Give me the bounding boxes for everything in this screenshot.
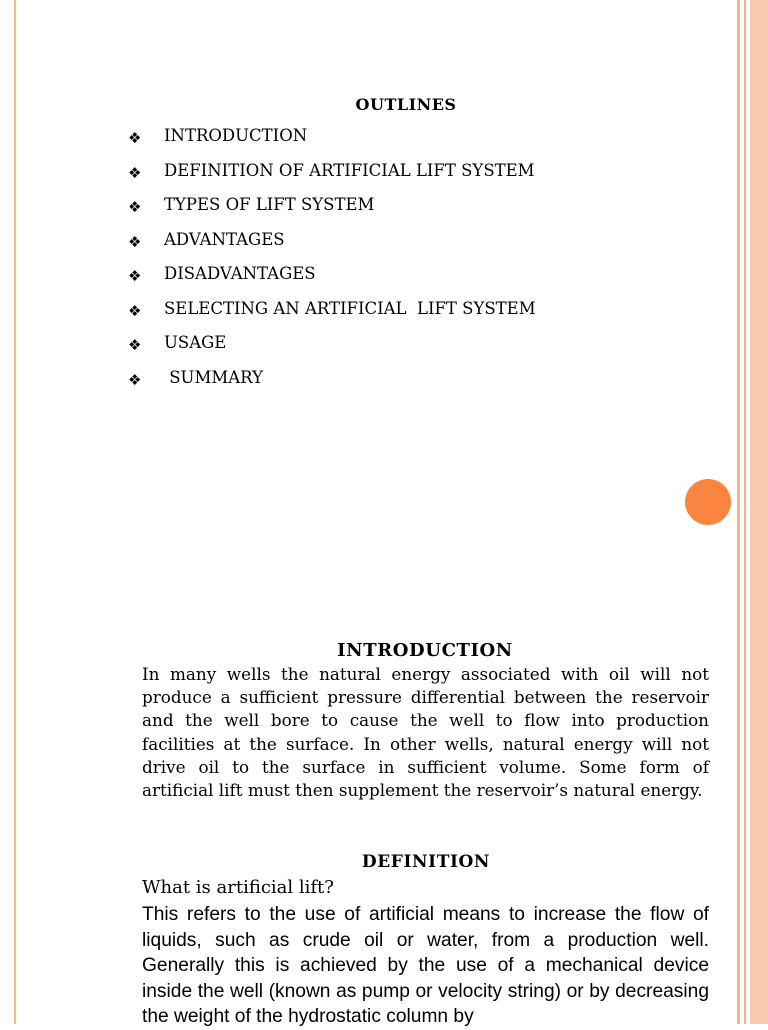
outline-item	[128, 193, 536, 228]
outline-item	[128, 331, 536, 366]
diamond-bullet-icon: ❖	[128, 336, 142, 354]
diamond-bullet-icon: ❖	[128, 232, 142, 251]
outline-item-label: SUMMARY	[164, 367, 263, 387]
outline-list	[128, 124, 536, 400]
introduction-paragraph: In many wells the natural energy associated with oil will not produce a sufficient pressure differential between the reservoir and the well bore to cause the well to flow into production facilities at the surface. In other wells, natural energy will not drive oil to the surface in sufficient volume. Some form of artificial lift must then supplement the reservoir’s natural energy.	[142, 664, 709, 801]
outline-item	[128, 159, 536, 194]
outline-item	[128, 228, 536, 263]
diamond-bullet-icon: ❖	[128, 267, 142, 285]
diamond-bullet-icon: ❖	[128, 129, 142, 147]
diamond-bullet-icon: ❖	[128, 370, 142, 389]
definition-heading: DEFINITION	[361, 852, 491, 872]
outline-item-label: TYPES OF LIFT SYSTEM	[164, 195, 375, 214]
outline-item-label: DEFINITION OF ARTIFICIAL LIFT SYSTEM	[164, 160, 535, 180]
definition-paragraph: This refers to the use of artificial means to increase the flow of liquids, such as crude oil or water, from a production well. Generally this is achieved by the use of a mechanical device inside the well (known as pump or velocity string) or by decreasing the weight of the hydrostatic column by	[142, 904, 709, 1028]
outline-item-label: ADVANTAGES	[164, 229, 285, 249]
outline-item	[128, 297, 536, 332]
diamond-bullet-icon: ❖	[128, 163, 142, 182]
diamond-bullet-icon: ❖	[128, 301, 142, 320]
outlines-heading: OUTLINES	[355, 95, 457, 114]
outline-item-label: USAGE	[164, 333, 227, 352]
outline-item	[128, 124, 536, 159]
outline-item-label: SELECTING AN ARTIFICIAL LIFT SYSTEM	[164, 298, 536, 318]
introduction-heading: INTRODUCTION	[337, 640, 513, 661]
outline-item-label: INTRODUCTION	[164, 126, 308, 145]
outline-item	[128, 366, 536, 401]
outline-item	[128, 262, 536, 297]
diamond-bullet-icon: ❖	[128, 198, 142, 216]
definition-question: What is artificial lift?	[142, 877, 334, 898]
outline-item-label: DISADVANTAGES	[164, 264, 316, 283]
orange-circle-ornament	[685, 479, 731, 525]
